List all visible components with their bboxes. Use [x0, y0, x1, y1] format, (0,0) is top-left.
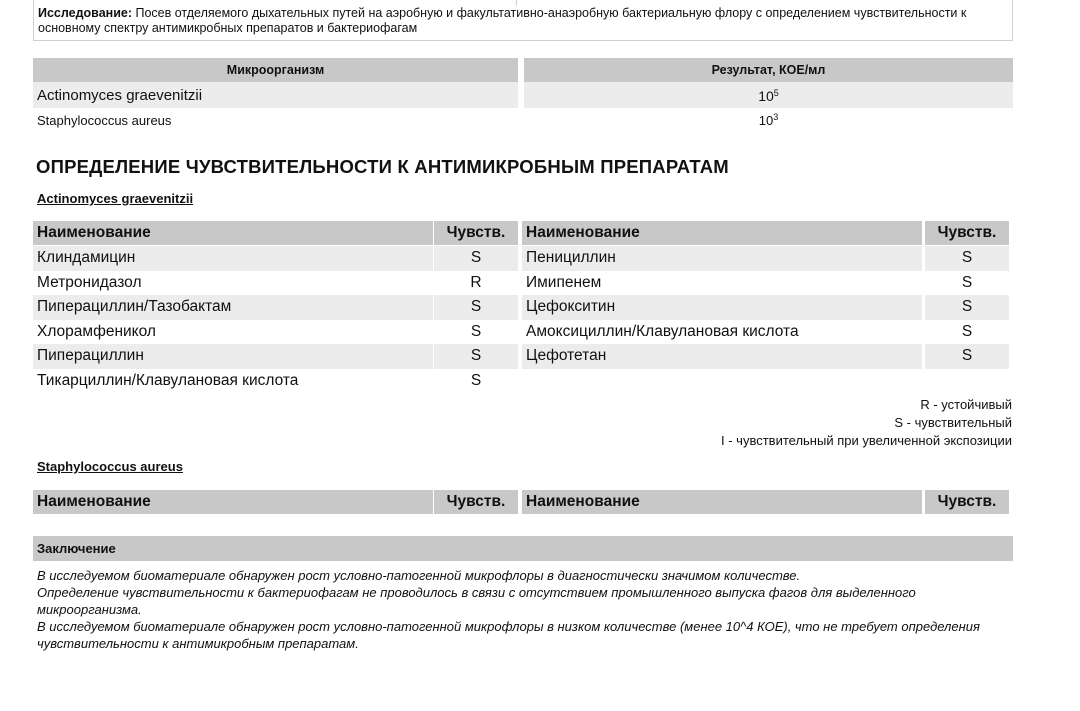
column-header-name: Наименование — [522, 221, 922, 245]
result-base: 10 — [758, 113, 774, 128]
table-row — [33, 369, 1009, 394]
sensitivity-legend — [721, 396, 1012, 450]
conclusion-text — [37, 567, 997, 652]
column-header-sensitivity: Чувств. — [925, 221, 1009, 245]
study-label: Исследование: — [38, 6, 133, 20]
microorganism-table-header — [33, 58, 1013, 82]
drug-name: Пенициллин — [522, 246, 922, 271]
drug-result: S — [961, 273, 973, 291]
drug-result: S — [434, 344, 518, 369]
table-row — [33, 271, 1009, 296]
table-row — [33, 108, 1013, 134]
column-header-name: Наименование — [522, 490, 922, 514]
study-text: Посев отделяемого дыхательных путей на аэробную и факультативно-анаэробную бактериальную флору с определением чувствительности к основному спектру антимикробных препаратов и бактериофагам — [38, 6, 967, 35]
drug-result: S — [925, 246, 1009, 271]
legend-sensitive: S - чувствительный — [894, 415, 1012, 430]
table-row — [33, 320, 1009, 345]
drug-result: R — [470, 273, 482, 291]
column-header-name: Наименование — [33, 490, 433, 514]
column-header-sensitivity: Чувств. — [434, 221, 518, 245]
sensitivity-table-header — [33, 490, 1009, 514]
sensitivity-table-header — [33, 221, 1009, 245]
column-header-sensitivity: Чувств. — [434, 490, 518, 514]
drug-result: S — [434, 246, 518, 271]
drug-result: S — [961, 322, 973, 340]
organism-heading: Actinomyces graevenitzii — [37, 191, 194, 206]
drug-name: Тикарциллин/Клавулановая кислота — [37, 371, 299, 389]
microorganism-result — [524, 108, 1013, 134]
conclusion-title: Заключение — [33, 536, 1013, 561]
drug-result: S — [925, 295, 1009, 320]
drug-name: Цефокситин — [522, 295, 922, 320]
table-row — [33, 295, 1009, 320]
result-exponent: 3 — [773, 112, 779, 122]
microorganism-result — [524, 82, 1013, 108]
sensitivity-table — [33, 246, 1009, 393]
empty-cell — [522, 369, 922, 394]
conclusion-paragraph: Определение чувствительности к бактериофагам не проводилось в связи с отсутствием промышленного выпуска фагов для выделенного микроорганизма. — [37, 585, 916, 617]
study-description — [33, 0, 1013, 41]
table-row — [33, 82, 1013, 108]
drug-result: S — [470, 322, 482, 340]
drug-name: Имипенем — [526, 273, 602, 291]
column-header-sensitivity: Чувств. — [925, 490, 1009, 514]
drug-name: Хлорамфеникол — [37, 322, 156, 340]
column-header-microorganism: Микроорганизм — [33, 58, 518, 82]
table-row — [33, 344, 1009, 369]
column-header-name: Наименование — [33, 221, 433, 245]
drug-result: S — [470, 371, 482, 389]
result-exponent: 5 — [773, 88, 779, 98]
drug-result: S — [925, 344, 1009, 369]
drug-result: S — [434, 295, 518, 320]
drug-name: Пиперациллин — [33, 344, 433, 369]
conclusion-paragraph: В исследуемом биоматериале обнаружен рост условно-патогенной микрофлоры в диагностически значимом количестве. — [37, 568, 801, 583]
column-header-result: Результат, КОЕ/мл — [524, 58, 1013, 82]
drug-name: Клиндамицин — [33, 246, 433, 271]
legend-intermediate: I - чувствительный при увеличенной экспозиции — [721, 433, 1012, 448]
table-row — [33, 246, 1009, 271]
drug-name: Метронидазол — [37, 273, 142, 291]
drug-name: Пиперациллин/Тазобактам — [33, 295, 433, 320]
organism-heading: Staphylococcus aureus — [37, 459, 183, 474]
result-base: 10 — [758, 88, 774, 104]
drug-name: Цефотетан — [522, 344, 922, 369]
conclusion-paragraph: В исследуемом биоматериале обнаружен рост условно-патогенной микрофлоры в низком количестве (менее 10^4 КОЕ), что не требует определения чувствительности к антимикробным препаратам. — [37, 619, 980, 651]
microorganism-table — [33, 58, 1013, 134]
microorganism-name: Actinomyces graevenitzii — [33, 82, 518, 108]
empty-cell — [925, 369, 1009, 394]
microorganism-name: Staphylococcus aureus — [37, 113, 172, 128]
legend-resistant: R - устойчивый — [920, 397, 1012, 412]
drug-name: Амоксициллин/Клавулановая кислота — [526, 322, 799, 340]
section-title: ОПРЕДЕЛЕНИЕ ЧУВСТВИТЕЛЬНОСТИ К АНТИМИКРОБНЫМ ПРЕПАРАТАМ — [36, 156, 729, 177]
